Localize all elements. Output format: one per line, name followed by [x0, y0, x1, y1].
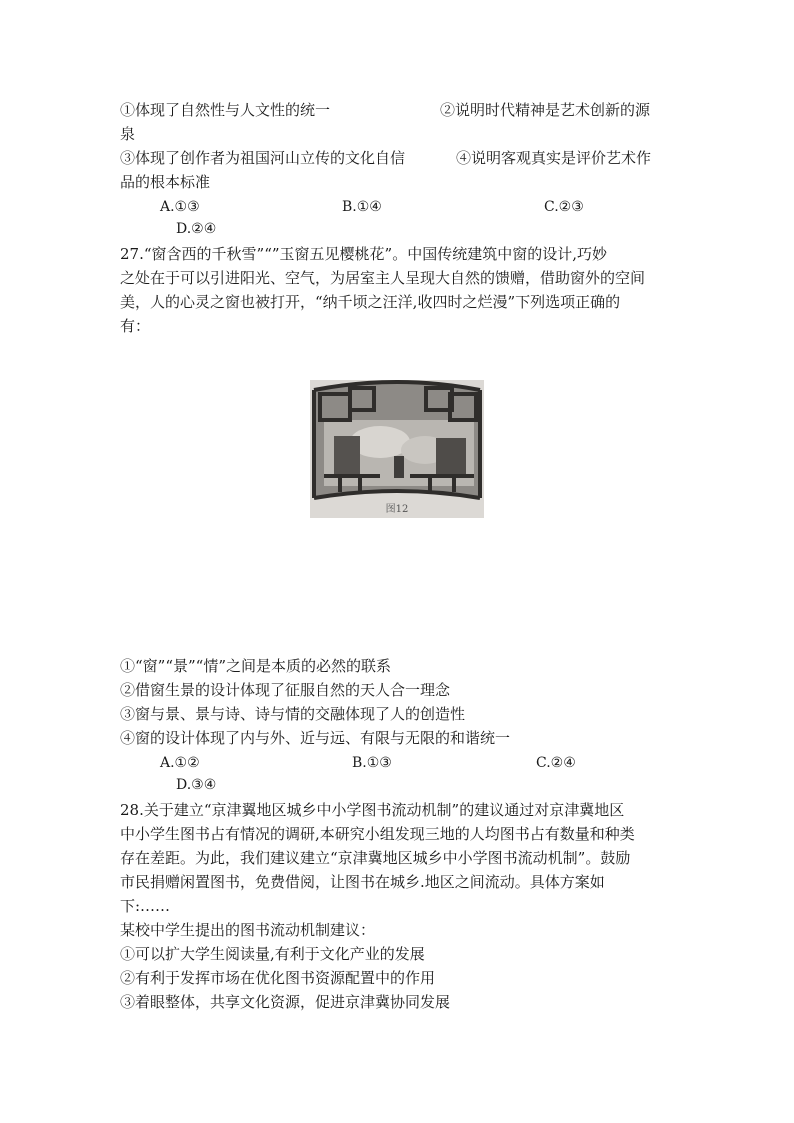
q27-stem-line-4: 有： [120, 317, 151, 335]
q27-statement-3: ③窗与景、景与诗、诗与情的交融体现了人的创造性 [120, 705, 466, 723]
window-lattice-photo [310, 380, 484, 518]
q27-stem-line-3: 美，人的心灵之窗也被打开，“纳千顷之汪洋,收四时之烂漫”下列选项正确的 [120, 293, 621, 311]
q28-statement-3: ③着眼整体，共享文化资源，促进京津冀协同发展 [120, 993, 451, 1011]
q27-stem-line-2: 之处在于可以引进阳光、空气，为居室主人呈现大自然的馈赠，借助窗外的空间 [120, 269, 646, 287]
q26-statement-2: ②说明时代精神是艺术创新的源 [440, 101, 651, 119]
q28-stem-line-1: 28.关于建立“京津翼地区城乡中小学图书流动机制”的建议通过对京津冀地区 [120, 801, 625, 819]
q27-statement-4: ④窗的设计体现了内与外、近与远、有限与无限的和谐统一 [120, 729, 511, 747]
q26-statement-1: ①体现了自然性与人文性的统一 [120, 101, 331, 119]
q26-option-b: B.①④ [342, 199, 382, 215]
q27-option-b: B.①③ [352, 755, 392, 771]
q27-option-c: C.②④ [536, 755, 576, 771]
q26-statement-2-cont: 泉 [120, 125, 136, 143]
q26-statement-4: ④说明客观真实是评价艺术作 [456, 149, 652, 167]
q26-option-c: C.②③ [544, 199, 584, 215]
q27-statement-2: ②借窗生景的设计体现了征服自然的天人合一理念 [120, 681, 451, 699]
q27-stem-line-1: 27.“窗含西的千秋雪”“”玉窗五见樱桃花”。中国传统建筑中窗的设计,巧妙 [120, 245, 607, 263]
q27-statement-1: ①“窗”“景”“情”之间是本质的必然的联系 [120, 657, 392, 675]
q27-option-a: A.①② [160, 755, 200, 771]
q28-stem-line-5: 下:…… [120, 897, 171, 915]
q28-stem-line-2: 中小学生图书占有情况的调研,本研究小组发现三地的人均图书占有数量和种类 [120, 825, 635, 843]
q28-statement-2: ②有利于发挥市场在优化图书资源配置中的作用 [120, 969, 436, 987]
q27-option-d: D.③④ [176, 777, 217, 793]
q26-option-a: A.①③ [160, 199, 200, 215]
q28-stem-line-6: 某校中学生提出的图书流动机制建议： [120, 921, 376, 939]
q28-statement-1: ①可以扩大学生阅读量,有利于文化产业的发展 [120, 945, 425, 963]
figure-caption: 图12 [385, 504, 409, 515]
q26-option-d: D.②④ [176, 221, 217, 237]
q28-stem-line-3: 存在差距。为此，我们建议建立“京津冀地区城乡中小学图书流动机制”。鼓励 [120, 849, 631, 867]
q26-statement-3: ③体现了创作者为祖国河山立传的文化自信 [120, 149, 406, 167]
window-scenery-figure [310, 380, 484, 518]
q26-statement-4-cont: 品的根本标准 [120, 173, 211, 191]
q28-stem-line-4: 市民捐赠闲置图书，免费借阅，让图书在城乡.地区之间流动。具体方案如 [120, 873, 605, 891]
